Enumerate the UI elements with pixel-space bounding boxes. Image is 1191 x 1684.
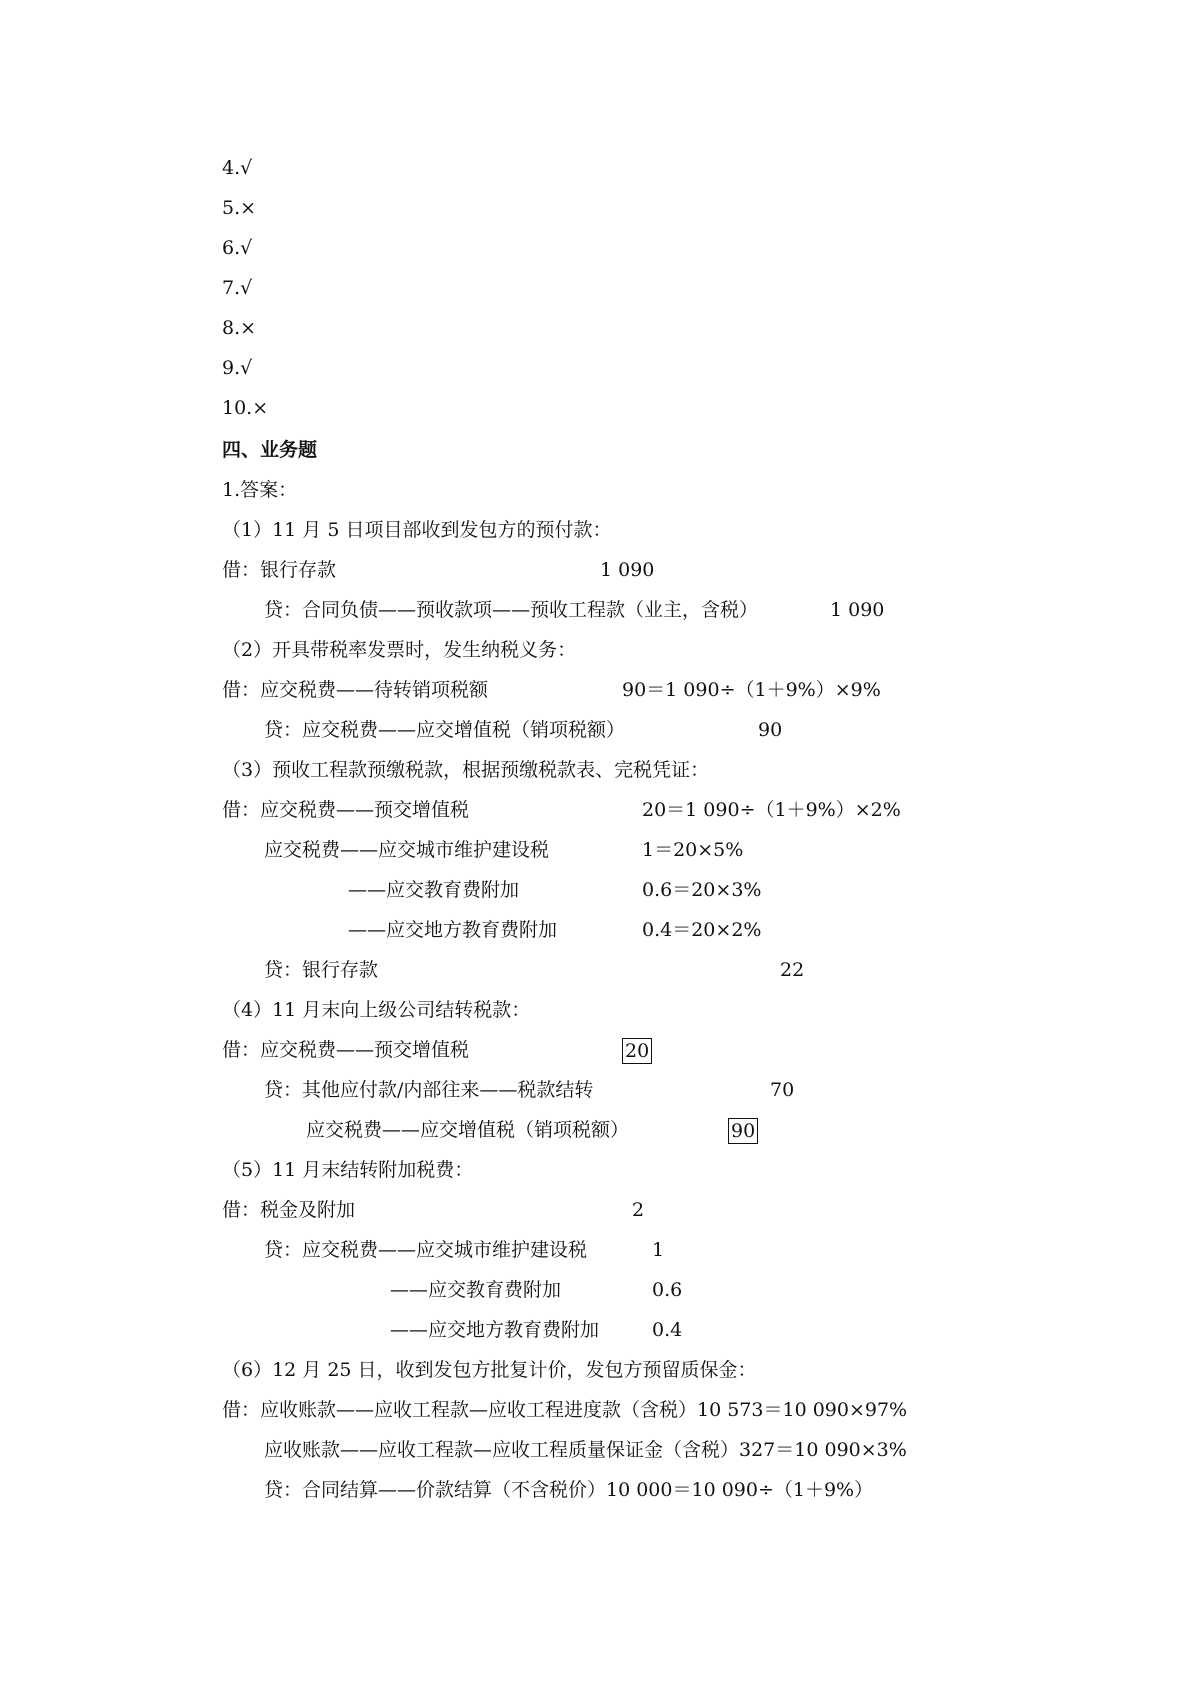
answer-item [222, 396, 268, 420]
step-3-debit-amount: 20＝1 090÷（1＋9%）×2% [642, 799, 901, 821]
section-title: 四、业务题 [222, 439, 318, 461]
boxed-amount: 20 [622, 1038, 652, 1064]
step-5-debit: 借：税金及附加 [222, 1199, 356, 1221]
answer-item [222, 316, 256, 340]
step-5-line-4: ——应交地方教育费附加 [390, 1319, 600, 1341]
step-3-credit-amount: 22 [780, 959, 805, 981]
answer-mark: × [252, 397, 269, 419]
step-1-title: （1）11 月 5 日项目部收到发包方的预付款： [222, 519, 612, 541]
step-2-credit-amount: 90 [758, 719, 783, 741]
step-3-debit: 借：应交税费——预交增值税 [222, 799, 470, 821]
step-5-line-3-amount: 0.6 [652, 1279, 683, 1301]
answer-item [222, 276, 252, 300]
step-3-line-4-amount: 0.4＝20×2% [642, 919, 762, 941]
step-2-debit: 借：应交税费——待转销项税额 [222, 679, 489, 701]
answer-mark: √ [240, 237, 253, 259]
answer-number: 5. [222, 197, 241, 219]
answer-number: 4. [222, 157, 241, 179]
answer-item [222, 156, 252, 180]
step-2-title: （2）开具带税率发票时，发生纳税义务： [222, 639, 577, 661]
boxed-amount: 90 [728, 1118, 758, 1144]
step-4-credit: 贷：其他应付款/内部往来——税款结转 [264, 1079, 594, 1101]
answer-number: 8. [222, 317, 241, 339]
step-1-debit: 借：银行存款 [222, 559, 337, 581]
step-6-line-2: 应收账款——应收工程款—应收工程质量保证金（含税）327＝10 090×3% [264, 1439, 907, 1461]
answer-item [222, 236, 252, 260]
step-2-credit: 贷：应交税费——应交增值税（销项税额） [264, 719, 626, 741]
answer-number: 10. [222, 397, 253, 419]
step-3-credit: 贷：银行存款 [264, 959, 379, 981]
step-3-line-3: ——应交教育费附加 [348, 879, 520, 901]
step-3-line-3-amount: 0.6＝20×3% [642, 879, 762, 901]
answer-mark: × [240, 317, 257, 339]
step-4-line-3: 应交税费——应交增值税（销项税额） [306, 1119, 630, 1141]
step-3-line-4: ——应交地方教育费附加 [348, 919, 558, 941]
step-3-line-2-amount: 1＝20×5% [642, 839, 744, 861]
step-4-credit-amount: 70 [770, 1079, 795, 1101]
step-6-debit: 借：应收账款——应收工程款—应收工程进度款（含税）10 573＝10 090×97% [222, 1399, 908, 1421]
step-3-line-2: 应交税费——应交城市维护建设税 [264, 839, 550, 861]
step-4-line-3-amount [728, 1118, 758, 1144]
step-5-debit-amount: 2 [632, 1199, 645, 1221]
question-label: 1.答案： [222, 479, 298, 501]
step-6-title: （6）12 月 25 日，收到发包方批复计价，发包方预留质保金： [222, 1359, 757, 1381]
step-5-title: （5）11 月末结转附加税费： [222, 1159, 474, 1181]
step-5-credit: 贷：应交税费——应交城市维护建设税 [264, 1239, 588, 1261]
step-1-debit-amount: 1 090 [600, 559, 655, 581]
step-2-debit-amount: 90＝1 090÷（1＋9%）×9% [622, 679, 881, 701]
answer-item [222, 356, 252, 380]
answer-item [222, 196, 256, 220]
step-1-credit-amount: 1 090 [830, 599, 885, 621]
answer-mark: × [240, 197, 257, 219]
step-5-credit-amount: 1 [652, 1239, 665, 1261]
answer-mark: √ [240, 157, 253, 179]
step-4-title: （4）11 月末向上级公司结转税款： [222, 999, 531, 1021]
step-5-line-4-amount: 0.4 [652, 1319, 683, 1341]
step-1-credit: 贷：合同负债——预收款项——预收工程款（业主，含税） [264, 599, 759, 621]
answer-number: 6. [222, 237, 241, 259]
step-5-line-3: ——应交教育费附加 [390, 1279, 562, 1301]
answer-number: 7. [222, 277, 241, 299]
step-4-debit: 借：应交税费——预交增值税 [222, 1039, 470, 1061]
step-6-credit: 贷：合同结算——价款结算（不含税价）10 000＝10 090÷（1＋9%） [264, 1479, 874, 1501]
answer-number: 9. [222, 357, 241, 379]
answer-mark: √ [240, 277, 253, 299]
step-3-title: （3）预收工程款预缴税款，根据预缴税款表、完税凭证： [222, 759, 710, 781]
step-4-debit-amount [622, 1038, 652, 1064]
answer-mark: √ [240, 357, 253, 379]
